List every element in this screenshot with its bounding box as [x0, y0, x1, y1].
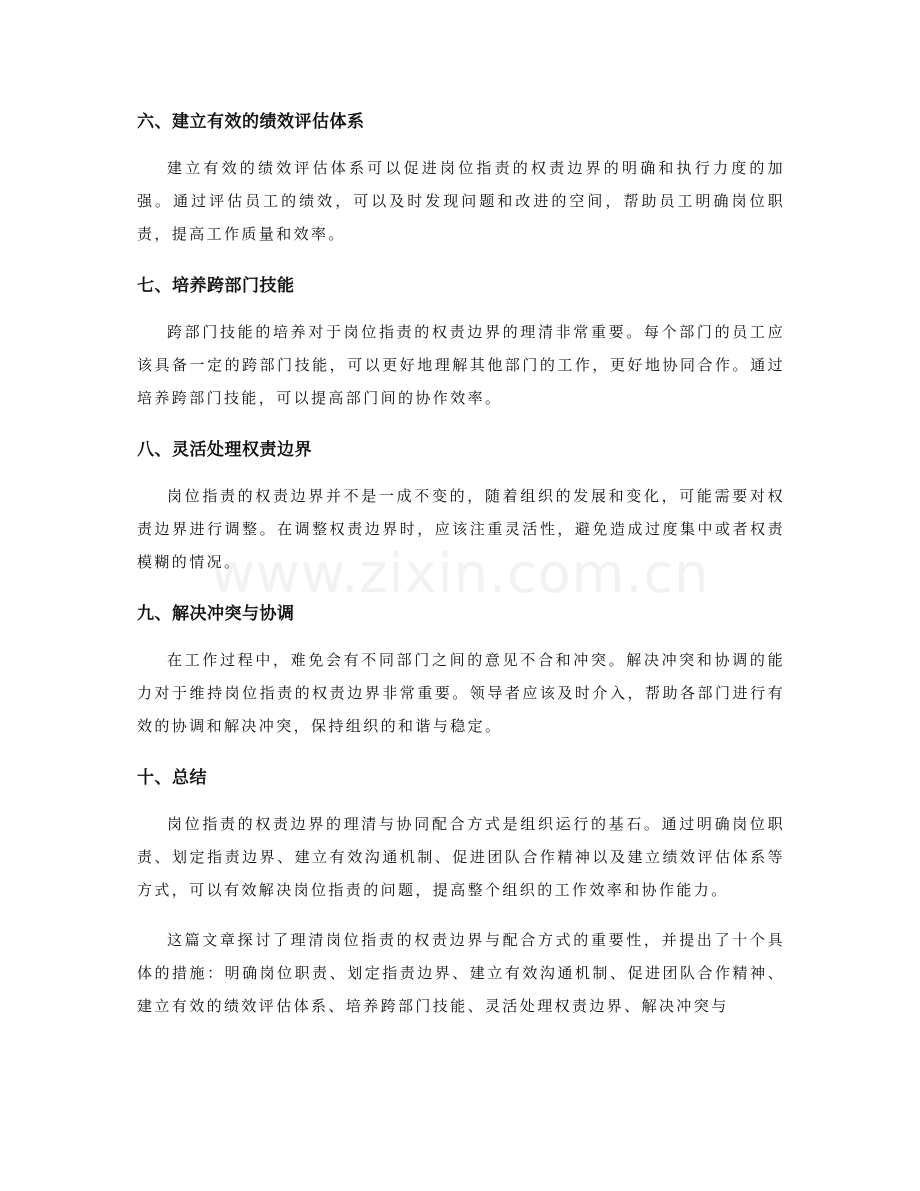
section-heading: 六、建立有效的绩效评估体系 — [137, 112, 365, 132]
section-9 — [137, 596, 785, 743]
paragraph: 岗位指责的权责边界并不是一成不变的，随着组织的发展和变化，可能需要对权责边界进行调整。在调整权责边界时，应该注重灵活性，避免造成过度集中或者权责模糊的情况。 — [137, 487, 785, 571]
paragraph: 岗位指责的权责边界的理清与协同配合方式是组织运行的基石。通过明确岗位职责、划定指责边界、建立有效沟通机制、促进团队合作精神以及建立绩效评估体系等方式，可以有效解决岗位指责的问题，提高整个组织的工作效率和协作能力。 — [137, 815, 785, 899]
section-10 — [137, 760, 785, 1023]
section-7 — [137, 268, 785, 415]
section-heading: 八、灵活处理权责边界 — [137, 440, 312, 460]
section-heading: 九、解决冲突与协调 — [137, 604, 295, 624]
paragraph: 在工作过程中，难免会有不同部门之间的意见不合和冲突。解决冲突和协调的能力对于维持岗位指责的权责边界非常重要。领导者应该及时介入，帮助各部门进行有效的协调和解决冲突，保持组织的和谐与稳定。 — [137, 651, 785, 735]
section-8 — [137, 432, 785, 579]
paragraph: 跨部门技能的培养对于岗位指责的权责边界的理清非常重要。每个部门的员工应该具备一定的跨部门技能，可以更好地理解其他部门的工作，更好地协同合作。通过培养跨部门技能，可以提高部门间的协作效率。 — [137, 323, 785, 407]
section-heading: 七、培养跨部门技能 — [137, 276, 295, 296]
section-heading: 十、总结 — [137, 768, 207, 788]
paragraph: 建立有效的绩效评估体系可以促进岗位指责的权责边界的明确和执行力度的加强。通过评估员工的绩效，可以及时发现问题和改进的空间，帮助员工明确岗位职责，提高工作质量和效率。 — [137, 159, 785, 243]
watermark: www.zixin.com.cn — [210, 542, 710, 605]
paragraph: 这篇文章探讨了理清岗位指责的权责边界与配合方式的重要性，并提出了十个具体的措施：明确岗位职责、划定指责边界、建立有效沟通机制、促进团队合作精神、建立有效的绩效评估体系、培养跨部门技能、灵活处理权责边界、解决冲突与 — [137, 931, 785, 1015]
document-body — [137, 104, 785, 1040]
section-6 — [137, 104, 785, 251]
